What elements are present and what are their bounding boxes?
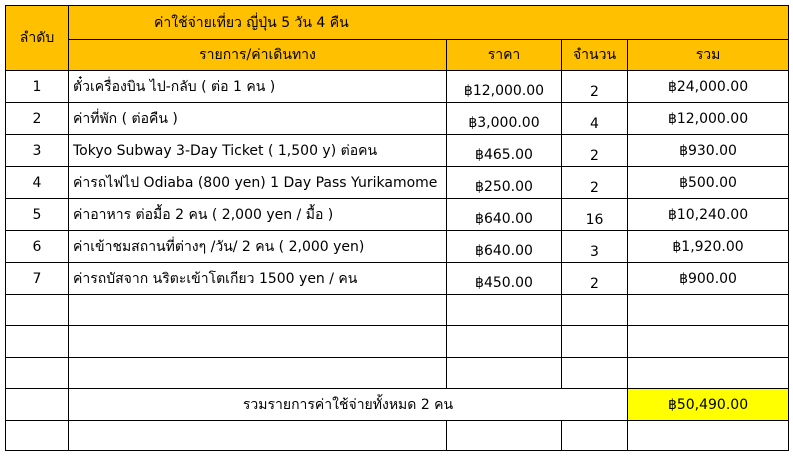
- empty-cell[interactable]: [562, 295, 628, 326]
- empty-row: [6, 326, 789, 358]
- row-price[interactable]: ฿12,000.00: [447, 71, 562, 103]
- empty-cell[interactable]: [628, 358, 789, 389]
- row-no[interactable]: 2: [6, 103, 69, 135]
- row-item[interactable]: ค่าเข้าชมสถานที่ต่างๆ /วัน/ 2 คน ( 2,000 yen): [69, 231, 447, 263]
- row-total[interactable]: ฿900.00: [628, 263, 789, 295]
- row-price[interactable]: ฿3,000.00: [447, 103, 562, 135]
- empty-cell[interactable]: [628, 421, 789, 451]
- empty-cell[interactable]: [6, 326, 69, 358]
- table-row: [6, 263, 789, 295]
- empty-row: [6, 358, 789, 389]
- row-qty[interactable]: 2: [562, 135, 628, 167]
- table-row: [6, 231, 789, 263]
- row-qty[interactable]: 4: [562, 103, 628, 135]
- header-qty[interactable]: จำนวน: [562, 40, 628, 71]
- empty-cell[interactable]: [6, 295, 69, 326]
- row-no[interactable]: 6: [6, 231, 69, 263]
- table-row: [6, 199, 789, 231]
- row-price[interactable]: ฿450.00: [447, 263, 562, 295]
- row-item[interactable]: ค่ารถบัสจาก นริตะเข้าโตเกียว 1500 yen / คน: [69, 263, 447, 295]
- empty-cell[interactable]: [447, 358, 562, 389]
- row-price[interactable]: ฿465.00: [447, 135, 562, 167]
- empty-cell[interactable]: [447, 295, 562, 326]
- row-no[interactable]: 7: [6, 263, 69, 295]
- row-qty[interactable]: 2: [562, 263, 628, 295]
- row-total[interactable]: ฿930.00: [628, 135, 789, 167]
- row-qty[interactable]: 2: [562, 167, 628, 199]
- header-total[interactable]: รวม: [628, 40, 789, 71]
- empty-cell[interactable]: [562, 421, 628, 451]
- empty-row: [6, 295, 789, 326]
- empty-cell[interactable]: [69, 295, 447, 326]
- row-no[interactable]: 5: [6, 199, 69, 231]
- header-item[interactable]: รายการ/ค่าเดินทาง: [69, 40, 447, 71]
- row-no[interactable]: 1: [6, 71, 69, 103]
- row-item[interactable]: ตั๋วเครื่องบิน ไป-กลับ ( ต่อ 1 คน ): [69, 71, 447, 103]
- row-qty[interactable]: 3: [562, 231, 628, 263]
- row-total[interactable]: ฿12,000.00: [628, 103, 789, 135]
- empty-cell[interactable]: [562, 326, 628, 358]
- header-no[interactable]: ลำดับ: [6, 6, 69, 71]
- row-item[interactable]: ค่าที่พัก ( ต่อคืน ): [69, 103, 447, 135]
- header-price[interactable]: ราคา: [447, 40, 562, 71]
- row-item[interactable]: Tokyo Subway 3-Day Ticket ( 1,500 y) ต่อคน: [69, 135, 447, 167]
- row-total[interactable]: ฿1,920.00: [628, 231, 789, 263]
- summary-row: [6, 389, 789, 421]
- empty-cell[interactable]: [562, 358, 628, 389]
- empty-cell[interactable]: [6, 421, 69, 451]
- sheet-title[interactable]: ค่าใช้จ่ายเที่ยว ญี่ปุ่น 5 วัน 4 คืน: [69, 6, 789, 40]
- grand-total-value[interactable]: ฿50,490.00: [628, 389, 789, 421]
- empty-cell[interactable]: [69, 358, 447, 389]
- row-qty[interactable]: 16: [562, 199, 628, 231]
- table-row: [6, 103, 789, 135]
- row-total[interactable]: ฿24,000.00: [628, 71, 789, 103]
- empty-row: [6, 421, 789, 451]
- row-price[interactable]: ฿640.00: [447, 231, 562, 263]
- table-row: [6, 71, 789, 103]
- empty-cell[interactable]: [6, 358, 69, 389]
- table-row: [6, 167, 789, 199]
- row-no[interactable]: 4: [6, 167, 69, 199]
- row-total[interactable]: ฿500.00: [628, 167, 789, 199]
- empty-cell[interactable]: [6, 389, 69, 421]
- empty-cell[interactable]: [628, 295, 789, 326]
- empty-cell[interactable]: [69, 326, 447, 358]
- table-row: [6, 135, 789, 167]
- row-no[interactable]: 3: [6, 135, 69, 167]
- row-item[interactable]: ค่าอาหาร ต่อมื้อ 2 คน ( 2,000 yen / มื้อ ): [69, 199, 447, 231]
- empty-cell[interactable]: [447, 326, 562, 358]
- empty-cell[interactable]: [69, 421, 447, 451]
- row-total[interactable]: ฿10,240.00: [628, 199, 789, 231]
- row-item[interactable]: ค่ารถไฟไป Odiaba (800 yen) 1 Day Pass Yurikamome: [69, 167, 447, 199]
- row-price[interactable]: ฿640.00: [447, 199, 562, 231]
- row-price[interactable]: ฿250.00: [447, 167, 562, 199]
- empty-cell[interactable]: [628, 326, 789, 358]
- empty-cell[interactable]: [447, 421, 562, 451]
- row-qty[interactable]: 2: [562, 71, 628, 103]
- expense-table: [5, 5, 789, 451]
- grand-total-label[interactable]: รวมรายการค่าใช้จ่ายทั้งหมด 2 คน: [69, 389, 628, 421]
